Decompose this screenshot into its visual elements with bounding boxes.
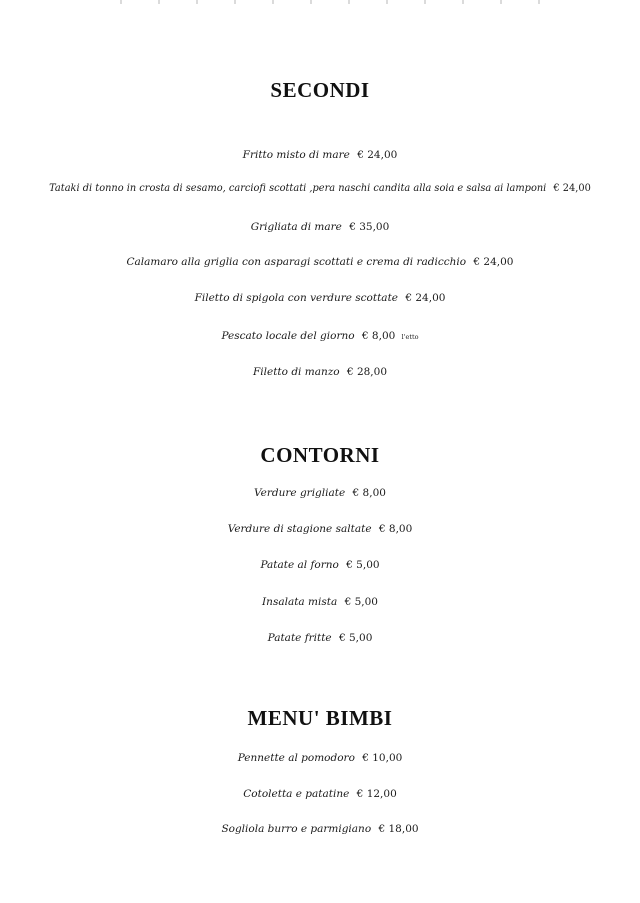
- menu-item: [0, 221, 640, 233]
- item-name: Tataki di tonno in crosta di sesamo, carciofi scottati ,pera naschi candita alla soia e salsa ai lamponi: [49, 183, 547, 194]
- section-title-bimbi: MENU' BIMBI: [247, 706, 393, 730]
- section-title-contorni: CONTORNI: [260, 443, 380, 467]
- menu-item: [0, 487, 640, 499]
- menu-item: [0, 256, 640, 268]
- menu-item: [0, 632, 640, 644]
- item-name: Pennette al pomodoro: [237, 752, 355, 764]
- menu-item: [0, 366, 640, 378]
- menu-item: [0, 183, 640, 194]
- item-price: € 8,00: [378, 523, 413, 535]
- item-price: € 35,00: [349, 221, 390, 233]
- item-price: € 24,00: [405, 292, 446, 304]
- item-name: Verdure di stagione saltate: [227, 523, 372, 535]
- menu-item: [0, 788, 640, 800]
- item-price: € 5,00: [344, 596, 378, 608]
- menu-item: [0, 823, 640, 835]
- item-price: € 12,00: [356, 788, 397, 800]
- item-price: € 5,00: [346, 559, 380, 571]
- item-price: € 24,00: [553, 183, 591, 194]
- item-price: € 28,00: [346, 366, 387, 378]
- menu-item: [0, 559, 640, 571]
- menu-item: [0, 292, 640, 304]
- item-name: Filetto di spigola con verdure scottate: [194, 292, 399, 304]
- menu-item: [0, 330, 640, 342]
- item-name: Cotoletta e patatine: [243, 788, 350, 800]
- item-name: Insalata mista: [262, 596, 338, 608]
- item-name: Sogliola burro e parmigiano: [221, 823, 372, 835]
- menu-item: [0, 596, 640, 608]
- menu-item: [0, 523, 640, 535]
- item-name: Grigliata di mare: [250, 221, 342, 233]
- item-name: Filetto di manzo: [253, 366, 340, 378]
- menu-item: [0, 149, 640, 161]
- scan-artifact: [120, 0, 540, 4]
- section-title-secondi: SECONDI: [270, 78, 370, 102]
- item-price: € 10,00: [362, 752, 403, 764]
- item-price: € 18,00: [378, 823, 419, 835]
- item-name: Verdure grigliate: [254, 487, 346, 499]
- menu-item: [0, 752, 640, 764]
- item-name: Patate al forno: [260, 559, 339, 571]
- item-name: Calamaro alla griglia con asparagi scottati e crema di radicchio: [126, 256, 467, 268]
- item-price: € 8,00: [352, 487, 386, 499]
- item-name: Patate fritte: [267, 632, 332, 644]
- item-price: € 24,00: [473, 256, 514, 268]
- item-price: € 5,00: [338, 632, 373, 644]
- item-unit: l'etto: [401, 333, 419, 341]
- item-price: € 8,00: [361, 330, 396, 342]
- item-name: Pescato locale del giorno: [221, 330, 355, 342]
- item-price: € 24,00: [357, 149, 398, 161]
- item-name: Fritto misto di mare: [242, 149, 350, 161]
